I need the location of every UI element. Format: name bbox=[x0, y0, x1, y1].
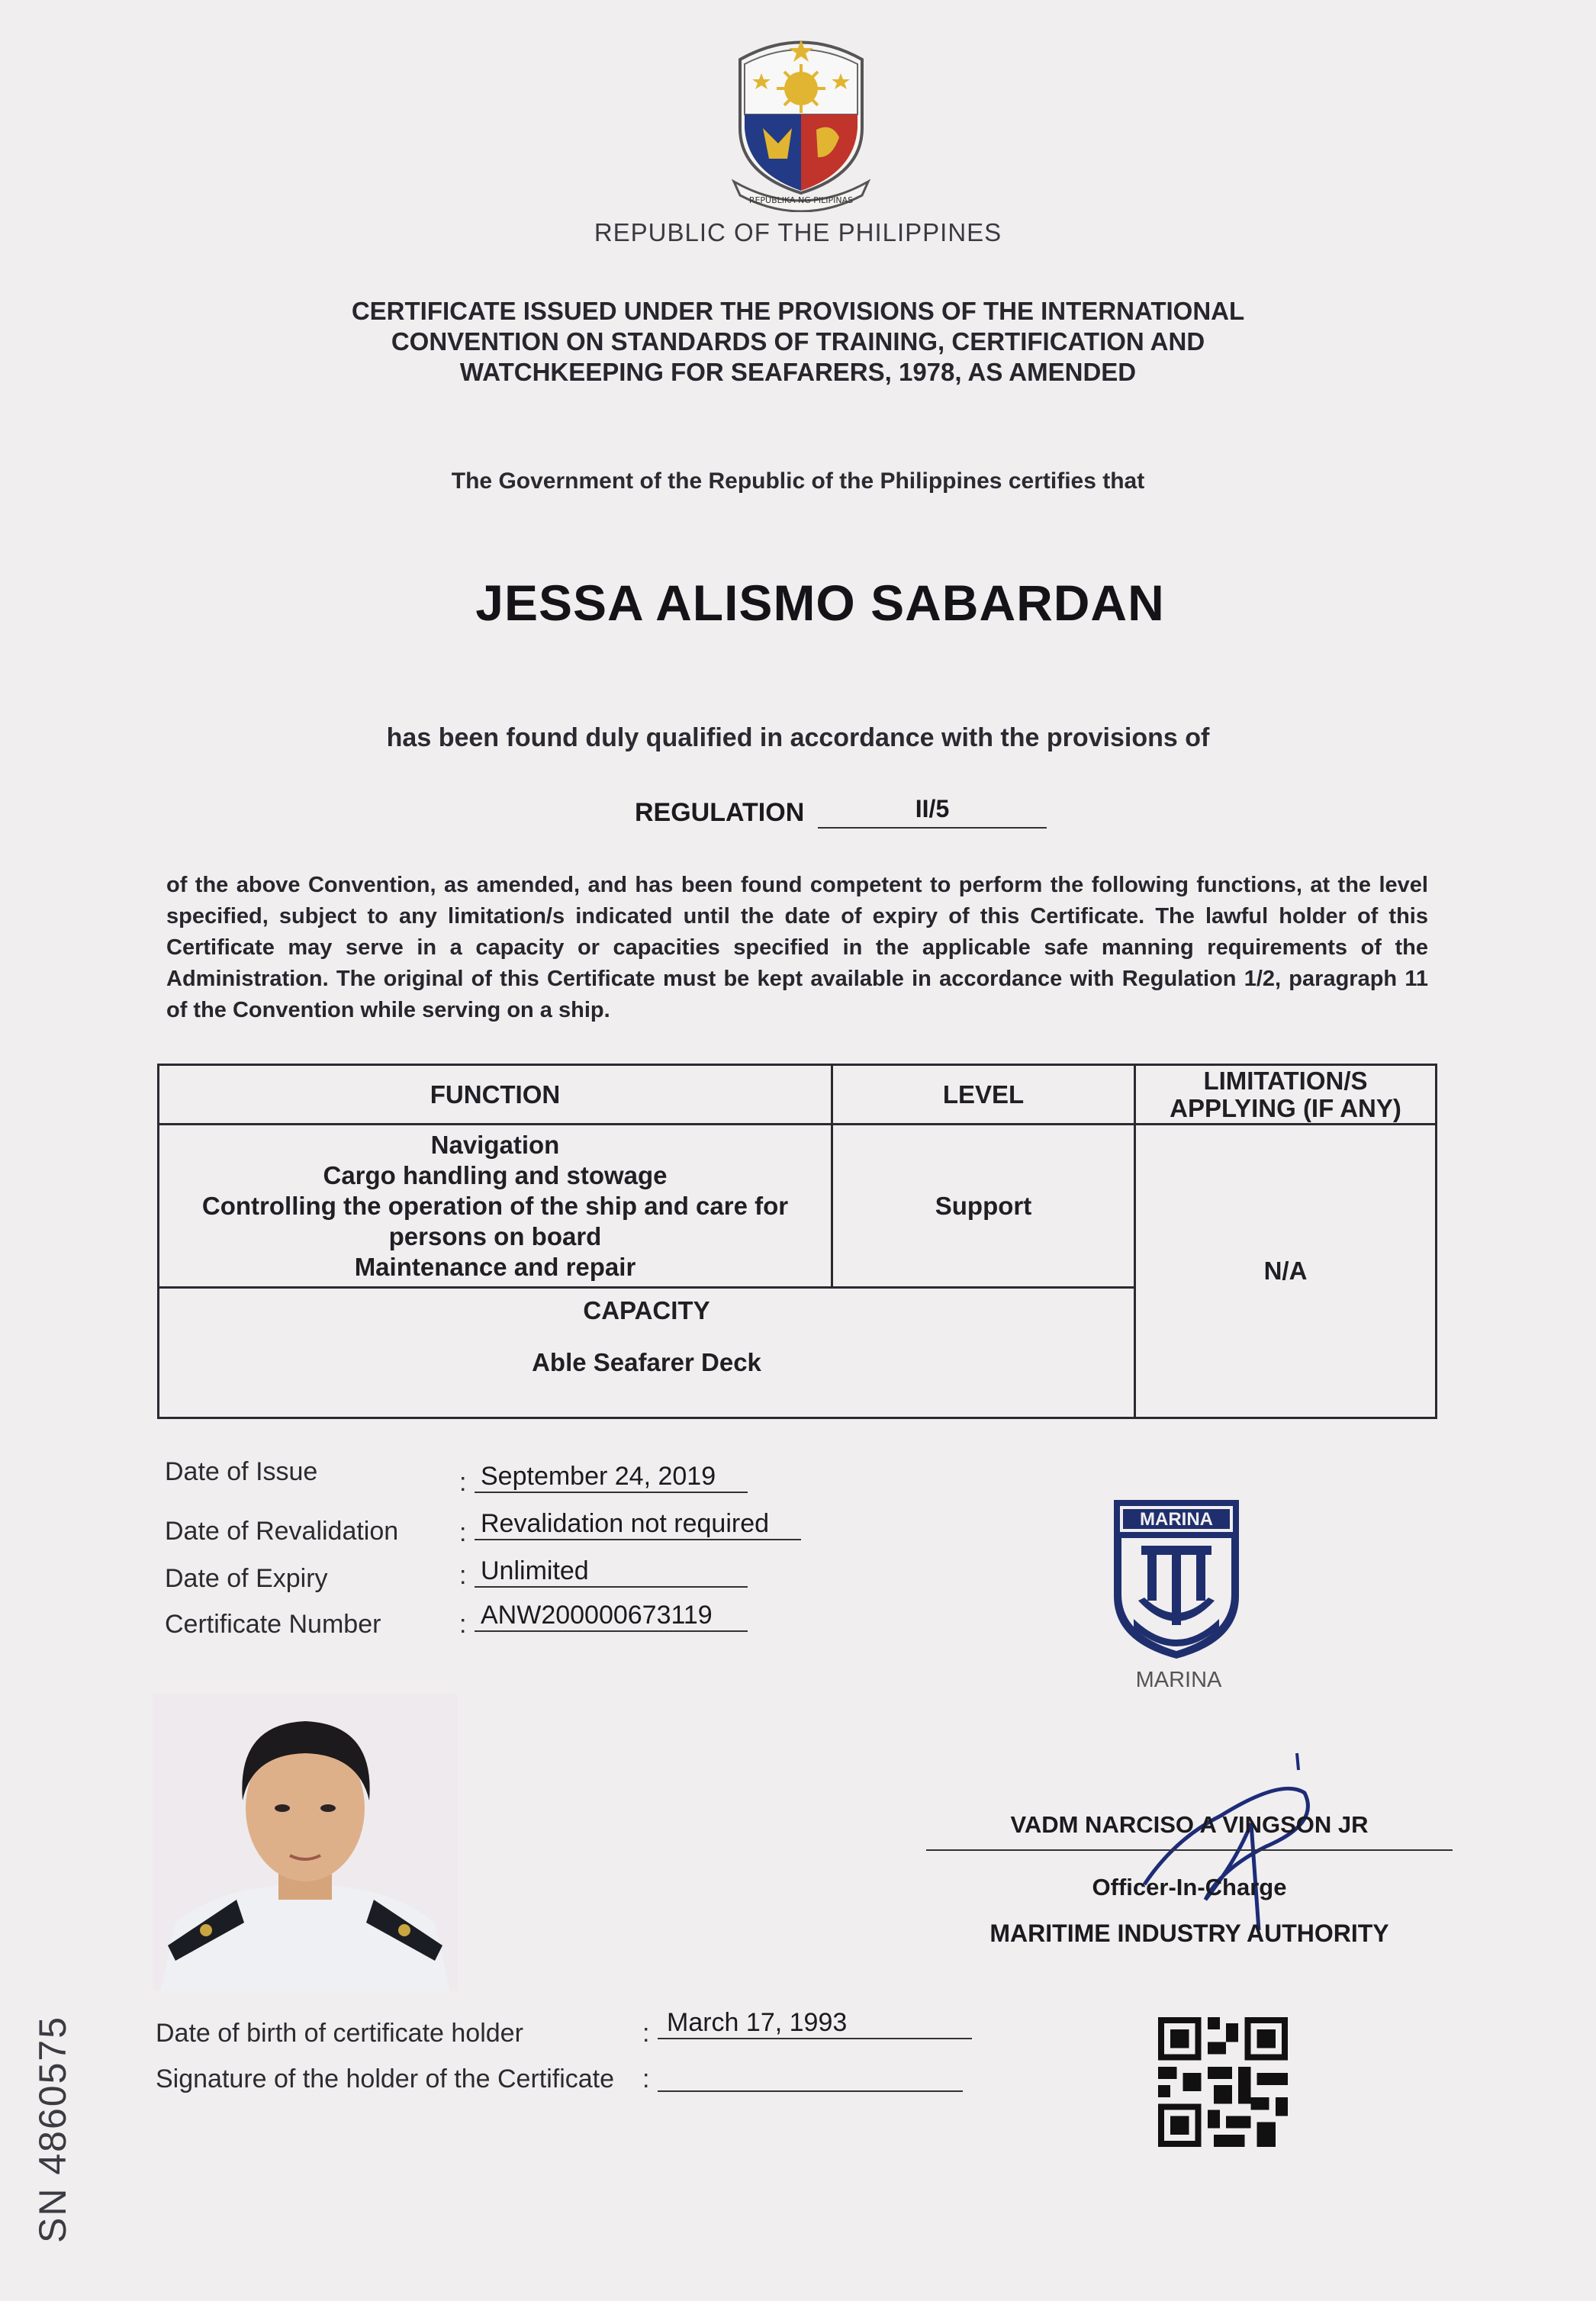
philippine-seal-icon bbox=[717, 29, 885, 212]
regulation-label: REGULATION bbox=[635, 798, 805, 827]
detail-value: ANW200000673119 bbox=[475, 1601, 748, 1632]
marina-caption: MARINA bbox=[1135, 1668, 1222, 1692]
capacity-label: CAPACITY bbox=[583, 1296, 710, 1324]
detail-colon: : bbox=[459, 1518, 467, 1547]
dob-value: March 17, 1993 bbox=[658, 2008, 972, 2039]
limitation-value: N/A bbox=[1135, 1125, 1437, 1418]
convention-paragraph: of the above Convention, as amended, and has been found competent to perform the following functions, at the level specified, subject to any limitation/s indicated until the date of expiry of this Certificate. The lawful holder of this Certificate may serve in a capacity or capacities specified in the applicable safe manning requirements of the Administration. The original of this Certificate must be kept available in accordance with Regulation 1/2, paragraph 11 of the Convention while serving on a ship. bbox=[166, 873, 1428, 1022]
heading-line: CONVENTION ON STANDARDS OF TRAINING, CERTIFICATION AND bbox=[391, 327, 1205, 356]
detail-value: September 24, 2019 bbox=[475, 1462, 748, 1493]
function-header: FUNCTION bbox=[159, 1065, 832, 1125]
officer-signature bbox=[1129, 1747, 1343, 1930]
holder-photo bbox=[153, 1694, 458, 1991]
limitation-header-line: LIMITATION/S bbox=[1203, 1066, 1368, 1095]
functions-table bbox=[157, 1064, 1437, 1419]
detail-colon: : bbox=[459, 1561, 467, 1590]
qualified-statement: has been found duly qualified in accordance with the provisions of bbox=[386, 723, 1210, 752]
detail-label: Date of Expiry bbox=[165, 1564, 328, 1593]
officer-signature-line bbox=[926, 1849, 1453, 1851]
functions-cell bbox=[159, 1125, 832, 1288]
function-item: Maintenance and repair bbox=[354, 1252, 636, 1281]
dob-label: Date of birth of certificate holder bbox=[156, 2019, 523, 2048]
regulation-value: II/5 bbox=[915, 795, 950, 822]
detail-label: Certificate Number bbox=[165, 1610, 381, 1639]
holder-signature-field bbox=[658, 2060, 963, 2092]
certifies-statement: The Government of the Republic of the Philippines certifies that bbox=[451, 468, 1145, 494]
republic-title: REPUBLIC OF THE PHILIPPINES bbox=[594, 218, 1002, 246]
qr-code-icon bbox=[1158, 2014, 1288, 2150]
dob-colon: : bbox=[642, 2019, 650, 2048]
marina-logo-text: MARINA bbox=[1140, 1509, 1213, 1530]
signature-colon: : bbox=[642, 2064, 650, 2093]
function-item: Navigation bbox=[430, 1130, 560, 1159]
function-item: Controlling the operation of the ship and care for bbox=[201, 1191, 789, 1220]
function-item: persons on board bbox=[388, 1221, 602, 1250]
issuing-authority: MARITIME INDUSTRY AUTHORITY bbox=[989, 1920, 1389, 1947]
detail-colon: : bbox=[459, 1468, 467, 1497]
detail-value: Unlimited bbox=[475, 1556, 748, 1588]
officer-title: Officer-In-Charge bbox=[1092, 1874, 1287, 1900]
level-header: LEVEL bbox=[832, 1065, 1135, 1125]
regulation-underline bbox=[818, 827, 1047, 829]
limitation-header-line: APPLYING (IF ANY) bbox=[1170, 1093, 1401, 1122]
function-item: Cargo handling and stowage bbox=[323, 1160, 668, 1189]
holder-name: JESSA ALISMO SABARDAN bbox=[475, 574, 1165, 631]
detail-colon: : bbox=[459, 1610, 467, 1639]
heading-line: CERTIFICATE ISSUED UNDER THE PROVISIONS OF THE INTERNATIONAL bbox=[351, 297, 1245, 325]
signature-label: Signature of the holder of the Certificate bbox=[156, 2064, 615, 2093]
detail-value: Revalidation not required bbox=[475, 1509, 801, 1540]
limitation-header bbox=[1135, 1065, 1437, 1125]
serial-number: SN 4860575 bbox=[31, 2015, 74, 2243]
detail-label: Date of Revalidation bbox=[165, 1517, 399, 1546]
capacity-cell bbox=[159, 1288, 1135, 1418]
marina-logo-icon bbox=[1111, 1497, 1242, 1660]
level-value: Support bbox=[832, 1125, 1135, 1288]
capacity-value: Able Seafarer Deck bbox=[532, 1348, 761, 1376]
seal-motto: REPUBLIKA NG PILIPINAS bbox=[748, 195, 854, 205]
heading-line: WATCHKEEPING FOR SEAFARERS, 1978, AS AMENDED bbox=[459, 358, 1137, 386]
certificate-heading bbox=[229, 296, 1367, 388]
officer-name: VADM NARCISO A VINGSON JR bbox=[1010, 1811, 1369, 1838]
detail-label: Date of Issue bbox=[165, 1457, 318, 1486]
